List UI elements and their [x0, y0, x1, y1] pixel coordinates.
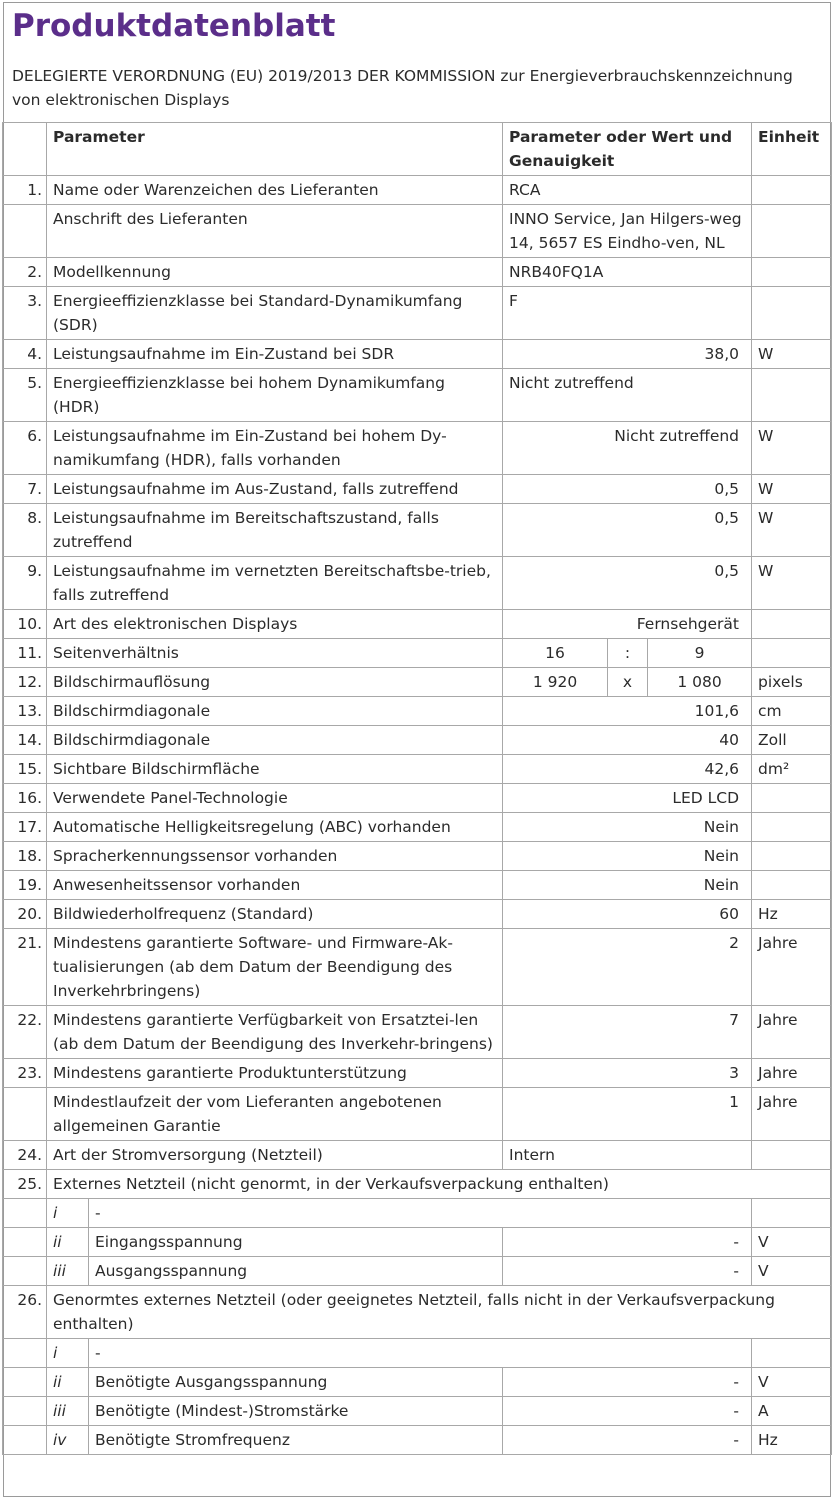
row-label: Mindestens garantierte Software- und Firmware-Ak-tualisierungen (ab dem Datum der Beendigung des Inverkehrbringens): [47, 929, 503, 1006]
row-label: Art des elektronischen Displays: [47, 610, 503, 639]
table-row: [3, 340, 832, 369]
row-number: [3, 1088, 47, 1141]
row-number: 24.: [3, 1141, 47, 1170]
table-row: [3, 258, 832, 287]
row-unit: Jahre: [752, 1059, 832, 1088]
row-number: 25.: [3, 1170, 47, 1199]
row-number: 18.: [3, 842, 47, 871]
sub-row: [3, 1339, 832, 1368]
row-unit: [752, 176, 832, 205]
sub-row: [3, 1368, 832, 1397]
sub-row-label: Benötigte Stromfrequenz: [89, 1426, 503, 1455]
row-label: Anwesenheitssensor vorhanden: [47, 871, 503, 900]
sub-row: [3, 1397, 832, 1426]
row-number: 4.: [3, 340, 47, 369]
row-label: Energieeffizienzklasse bei Standard-Dynamikumfang (SDR): [47, 287, 503, 340]
row-number: 3.: [3, 287, 47, 340]
row-value: INNO Service, Jan Hilgers-weg 14, 5657 ES Eindho-ven, NL: [503, 205, 752, 258]
row-unit: [752, 205, 832, 258]
row-unit: [752, 369, 832, 422]
row-value: -: [503, 1426, 752, 1455]
header-parameter: Parameter: [47, 123, 503, 176]
resolution-height: 1 080: [648, 668, 752, 697]
row-unit: [752, 1141, 832, 1170]
table-row: [3, 1286, 832, 1339]
row-value: -: [503, 1228, 752, 1257]
table-row: [3, 205, 832, 258]
row-value: 40: [503, 726, 752, 755]
row-number: 8.: [3, 504, 47, 557]
row-value: 0,5: [503, 475, 752, 504]
row-unit: W: [752, 422, 832, 475]
row-number: 26.: [3, 1286, 47, 1339]
row-label: Energieeffizienzklasse bei hohem Dynamikumfang (HDR): [47, 369, 503, 422]
sub-row-label: Benötigte (Mindest-)Stromstärke: [89, 1397, 503, 1426]
table-row: [3, 176, 832, 205]
sub-row-numeral: ii: [47, 1368, 89, 1397]
row-unit: [752, 610, 832, 639]
row-value: 38,0: [503, 340, 752, 369]
table-row: [3, 504, 832, 557]
table-row: [3, 475, 832, 504]
row-label: Mindestlaufzeit der vom Lieferanten angebotenen allgemeinen Garantie: [47, 1088, 503, 1141]
row-unit: [752, 784, 832, 813]
header-unit: Einheit: [752, 123, 832, 176]
table-row: [3, 1170, 832, 1199]
row-label: Bildschirmdiagonale: [47, 726, 503, 755]
row-value: Nicht zutreffend: [503, 422, 752, 475]
table-header-row: [3, 123, 832, 176]
table-row: [3, 369, 832, 422]
row-unit: [752, 258, 832, 287]
row-number: 2.: [3, 258, 47, 287]
row-number: 22.: [3, 1006, 47, 1059]
row-value: Nein: [503, 842, 752, 871]
row-number: 7.: [3, 475, 47, 504]
row-value: -: [503, 1368, 752, 1397]
row-label: Automatische Helligkeitsregelung (ABC) vorhanden: [47, 813, 503, 842]
row-label: Bildschirmdiagonale: [47, 697, 503, 726]
table-row: [3, 1059, 832, 1088]
row-label: Leistungsaufnahme im Aus-Zustand, falls zutreffend: [47, 475, 503, 504]
row-value: 2: [503, 929, 752, 1006]
table-row: [3, 813, 832, 842]
table-row: [3, 668, 832, 697]
row-unit: cm: [752, 697, 832, 726]
resolution-separator: x: [608, 668, 648, 697]
row-value: -: [503, 1257, 752, 1286]
row-value: Nein: [503, 871, 752, 900]
row-value: Nicht zutreffend: [503, 369, 752, 422]
sub-row-numeral: ii: [47, 1228, 89, 1257]
row-label: Sichtbare Bildschirmfläche: [47, 755, 503, 784]
table-row: [3, 1088, 832, 1141]
sub-row-numeral: iv: [47, 1426, 89, 1455]
row-label: Verwendete Panel-Technologie: [47, 784, 503, 813]
row-label: Art der Stromversorgung (Netzteil): [47, 1141, 503, 1170]
product-data-table: [2, 122, 832, 1455]
row-number: 11.: [3, 639, 47, 668]
row-unit: W: [752, 475, 832, 504]
row-number: 20.: [3, 900, 47, 929]
table-row: [3, 639, 832, 668]
row-label: Bildschirmauflösung: [47, 668, 503, 697]
row-unit: W: [752, 557, 832, 610]
sub-row: [3, 1257, 832, 1286]
page-title: Produktdatenblatt: [12, 8, 336, 44]
row-number: 15.: [3, 755, 47, 784]
table-row: [3, 755, 832, 784]
row-number: 23.: [3, 1059, 47, 1088]
sub-row-numeral: iii: [47, 1397, 89, 1426]
table-row: [3, 697, 832, 726]
row-unit: W: [752, 340, 832, 369]
row-unit: V: [752, 1257, 832, 1286]
row-value: 0,5: [503, 557, 752, 610]
table-row: [3, 929, 832, 1006]
row-number: 10.: [3, 610, 47, 639]
table-row: [3, 1141, 832, 1170]
sub-row-label: Benötigte Ausgangsspannung: [89, 1368, 503, 1397]
row-unit: Hz: [752, 1426, 832, 1455]
row-unit: [752, 639, 832, 668]
row-unit: Jahre: [752, 1006, 832, 1059]
row-value: 101,6: [503, 697, 752, 726]
sub-row: [3, 1199, 832, 1228]
row-value: F: [503, 287, 752, 340]
row-unit: dm²: [752, 755, 832, 784]
aspect-ratio-height: 9: [648, 639, 752, 668]
table-row: [3, 726, 832, 755]
table-row: [3, 900, 832, 929]
row-unit: V: [752, 1368, 832, 1397]
sub-row-label: -: [89, 1339, 752, 1368]
sub-row-label: Ausgangsspannung: [89, 1257, 503, 1286]
row-label: Mindestens garantierte Produktunterstützung: [47, 1059, 503, 1088]
row-label: Leistungsaufnahme im Ein-Zustand bei SDR: [47, 340, 503, 369]
aspect-ratio-width: 16: [503, 639, 608, 668]
row-number: 13.: [3, 697, 47, 726]
row-unit: Jahre: [752, 929, 832, 1006]
sub-row-numeral: iii: [47, 1257, 89, 1286]
table-row: [3, 422, 832, 475]
row-number: 16.: [3, 784, 47, 813]
row-label: Genormtes externes Netzteil (oder geeignetes Netzteil, falls nicht in der Verkaufsverpackung enthalten): [47, 1286, 832, 1339]
row-value: RCA: [503, 176, 752, 205]
row-number: 17.: [3, 813, 47, 842]
row-number: 6.: [3, 422, 47, 475]
resolution-width: 1 920: [503, 668, 608, 697]
row-unit: [752, 842, 832, 871]
sub-row: [3, 1228, 832, 1257]
table-row: [3, 842, 832, 871]
row-label: Anschrift des Lieferanten: [47, 205, 503, 258]
aspect-ratio-separator: :: [608, 639, 648, 668]
table-row: [3, 1006, 832, 1059]
row-label: Mindestens garantierte Verfügbarkeit von Ersatztei-len (ab dem Datum der Beendigung des Inverkehr-bringens): [47, 1006, 503, 1059]
row-value: 0,5: [503, 504, 752, 557]
row-number: 21.: [3, 929, 47, 1006]
row-value: 3: [503, 1059, 752, 1088]
row-value: 42,6: [503, 755, 752, 784]
row-number: 12.: [3, 668, 47, 697]
row-unit: Zoll: [752, 726, 832, 755]
sub-row-label: Eingangsspannung: [89, 1228, 503, 1257]
row-unit: V: [752, 1228, 832, 1257]
row-unit: pixels: [752, 668, 832, 697]
row-label: Modellkennung: [47, 258, 503, 287]
row-value: LED LCD: [503, 784, 752, 813]
row-number: [3, 205, 47, 258]
sub-row: [3, 1426, 832, 1455]
row-unit: Hz: [752, 900, 832, 929]
row-label: Bildwiederholfrequenz (Standard): [47, 900, 503, 929]
row-value: 1: [503, 1088, 752, 1141]
row-number: 14.: [3, 726, 47, 755]
sub-row-numeral: i: [47, 1339, 89, 1368]
row-label: Leistungsaufnahme im vernetzten Bereitschaftsbe-trieb, falls zutreffend: [47, 557, 503, 610]
row-unit: Jahre: [752, 1088, 832, 1141]
row-value: Nein: [503, 813, 752, 842]
row-label: Spracherkennungssensor vorhanden: [47, 842, 503, 871]
header-value: Parameter oder Wert und Genauigkeit: [503, 123, 752, 176]
row-number: 1.: [3, 176, 47, 205]
regulation-subtitle: DELEGIERTE VERORDNUNG (EU) 2019/2013 DER KOMMISSION zur Energieverbrauchskennzeichnung von elektronischen Displays: [12, 67, 793, 109]
sub-row-numeral: i: [47, 1199, 89, 1228]
row-label: Externes Netzteil (nicht genormt, in der Verkaufsverpackung enthalten): [47, 1170, 832, 1199]
row-number: 19.: [3, 871, 47, 900]
table-row: [3, 557, 832, 610]
row-value: NRB40FQ1A: [503, 258, 752, 287]
table-row: [3, 784, 832, 813]
row-unit: [752, 287, 832, 340]
row-value: 60: [503, 900, 752, 929]
row-value: Intern: [503, 1141, 752, 1170]
row-number: 9.: [3, 557, 47, 610]
row-label: Leistungsaufnahme im Bereitschaftszustand, falls zutreffend: [47, 504, 503, 557]
table-row: [3, 287, 832, 340]
table-row: [3, 871, 832, 900]
row-label: Seitenverhältnis: [47, 639, 503, 668]
row-value: Fernsehgerät: [503, 610, 752, 639]
row-unit: A: [752, 1397, 832, 1426]
table-row: [3, 610, 832, 639]
row-number: 5.: [3, 369, 47, 422]
row-value: -: [503, 1397, 752, 1426]
sub-row-label: -: [89, 1199, 752, 1228]
row-unit: [752, 871, 832, 900]
row-label: Leistungsaufnahme im Ein-Zustand bei hohem Dy-namikumfang (HDR), falls vorhanden: [47, 422, 503, 475]
row-value: 7: [503, 1006, 752, 1059]
row-label: Name oder Warenzeichen des Lieferanten: [47, 176, 503, 205]
row-unit: [752, 813, 832, 842]
row-unit: W: [752, 504, 832, 557]
